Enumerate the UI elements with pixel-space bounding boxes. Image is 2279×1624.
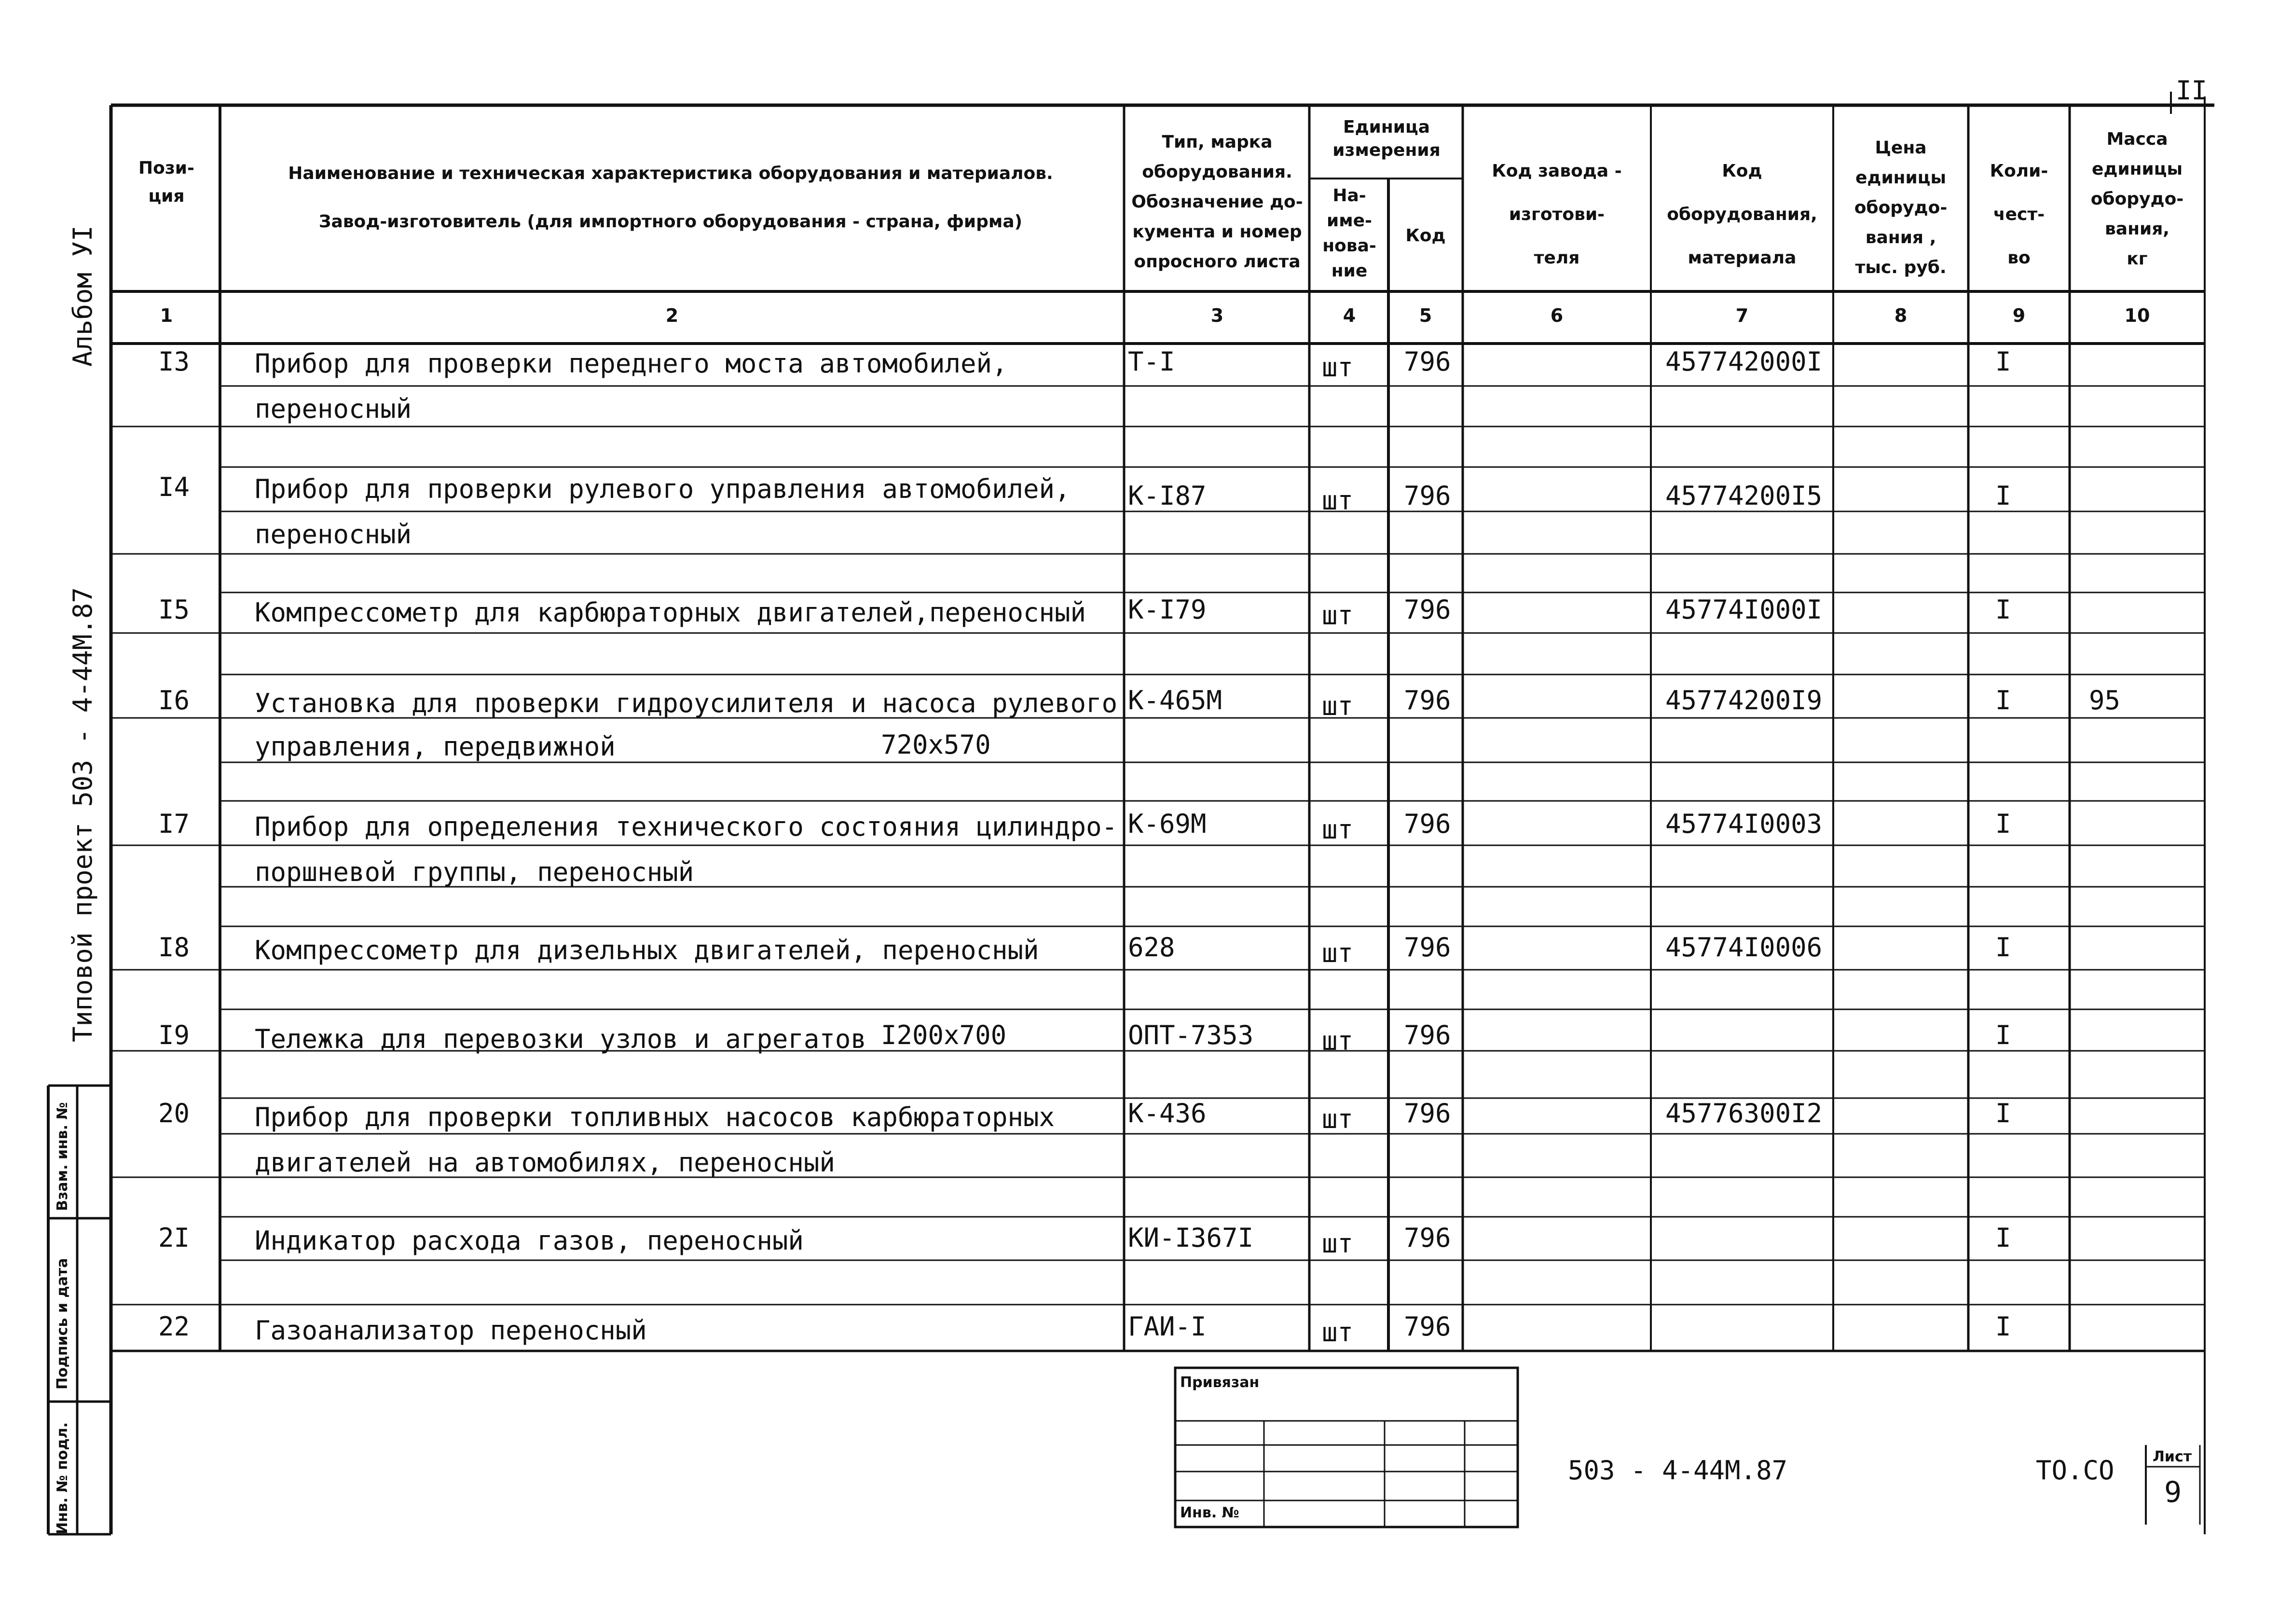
row-name-line: Компрессометр для дизельных двигателей, переносный (255, 935, 1039, 965)
row-equipment-code: 457742000I (1665, 346, 1823, 377)
row-unit: шт (1322, 1228, 1354, 1259)
row-unit: шт (1322, 814, 1354, 845)
row-type: 628 (1128, 932, 1175, 963)
row-quantity: I (1995, 685, 2011, 716)
row-name-line: Установка для проверки гидроусилителя и насоса рулевого (255, 688, 1118, 718)
row-name-line: поршневой группы, переносный (255, 857, 694, 887)
row-name-line: двигателей на автомобилях, переносный (255, 1147, 835, 1178)
row-quantity: I (1995, 1098, 2011, 1129)
row-unit-code: 796 (1404, 932, 1451, 963)
row-quantity: I (1995, 809, 2011, 839)
inventory-label: Инв. № (1180, 1504, 1239, 1521)
row-dimensions: I200x700 (881, 1020, 1007, 1050)
page-number: II (2176, 75, 2208, 106)
album-label: Альбом УI (68, 225, 98, 367)
column-number: 9 (2012, 305, 2026, 326)
column-number: 10 (2124, 305, 2150, 326)
header-mass: Масса единицы оборудо- вания, кг (2090, 129, 2184, 269)
row-type: КИ-I367I (1128, 1223, 1254, 1253)
row-name-line: Индикатор расхода газов, переносный (255, 1225, 804, 1256)
row-unit-code: 796 (1404, 346, 1451, 377)
row-equipment-code: 45774200I9 (1665, 685, 1823, 716)
row-name-line: переносный (255, 519, 412, 550)
row-unit: шт (1322, 485, 1354, 516)
header-unit-group: Единица измерения (1332, 117, 1441, 160)
row-type: ГАИ-I (1128, 1311, 1207, 1342)
row-unit: шт (1322, 691, 1354, 721)
header-equipment-code: Код оборудования, материала (1667, 161, 1817, 268)
row-position: 2I (158, 1223, 190, 1253)
row-unit: шт (1322, 1104, 1354, 1134)
row-equipment-code: 45776300I2 (1665, 1098, 1823, 1129)
row-position: 22 (158, 1311, 190, 1342)
sheet-number: 9 (2164, 1475, 2182, 1509)
header-quantity: Коли- чест- во (1990, 161, 2048, 268)
column-number: 8 (1894, 305, 1908, 326)
row-position: I5 (158, 594, 190, 625)
row-name-line: Тележка для перевозки узлов и агрегатов (255, 1024, 866, 1054)
row-unit-code: 796 (1404, 1223, 1451, 1253)
row-type: К-436 (1128, 1098, 1207, 1129)
row-name-line: переносный (255, 394, 412, 424)
project-label: Типовой проект 503 - 4-44М.87 (68, 587, 98, 1042)
row-quantity: I (1995, 1223, 2011, 1253)
row-quantity: I (1995, 932, 2011, 963)
row-unit-code: 796 (1404, 1098, 1451, 1129)
column-number: 7 (1735, 305, 1749, 326)
row-unit-code: 796 (1404, 1311, 1451, 1342)
column-number: 5 (1419, 305, 1432, 326)
column-number: 3 (1210, 305, 1224, 326)
sheet-label: Лист (2153, 1448, 2192, 1465)
header-unit-code: Код (1405, 226, 1446, 246)
row-unit: шт (1322, 1026, 1354, 1056)
row-quantity: I (1995, 1020, 2011, 1050)
row-dimensions: 720x570 (881, 729, 991, 760)
column-number: 1 (160, 305, 173, 326)
row-position: I9 (158, 1020, 190, 1050)
row-type: К-I79 (1128, 594, 1207, 625)
row-type: Т-I (1128, 346, 1175, 377)
row-type: К-465М (1128, 685, 1222, 716)
row-name-line: Прибор для определения технического состояния цилиндро- (255, 812, 1118, 842)
row-position: 20 (158, 1098, 190, 1129)
stamp-signature-date: Подпись и дата (54, 1258, 71, 1390)
row-quantity: I (1995, 594, 2011, 625)
row-mass: 95 (2089, 685, 2121, 716)
column-number: 2 (665, 305, 679, 326)
header-unit-name: На- име- нова- ние (1322, 186, 1376, 281)
row-unit: шт (1322, 938, 1354, 968)
row-position: I8 (158, 932, 190, 963)
row-unit: шт (1322, 1317, 1354, 1348)
document-code: 503 - 4-44М.87 (1568, 1455, 1788, 1486)
bound-label: Привязан (1180, 1374, 1260, 1391)
row-unit-code: 796 (1404, 481, 1451, 511)
row-unit: шт (1322, 600, 1354, 631)
row-type: К-I87 (1128, 481, 1207, 511)
stamp-original-inv: Инв. № подл. (54, 1422, 71, 1534)
column-number: 6 (1550, 305, 1564, 326)
row-unit-code: 796 (1404, 1020, 1451, 1050)
row-type: ОПТ-7353 (1128, 1020, 1254, 1050)
row-type: К-69М (1128, 809, 1207, 839)
row-name-line: управления, передвижной (255, 731, 616, 762)
header-name: Наименование и техническая характеристика оборудования и материалов. Завод-изготовитель (для импортного оборудования - страна, фирма) (288, 164, 1053, 232)
header-type: Тип, марка оборудования. Обозначение до- кумента и номер опросного листа (1131, 132, 1303, 272)
row-unit-code: 796 (1404, 809, 1451, 839)
row-position: I6 (158, 685, 190, 716)
row-name-line: Прибор для проверки переднего моста автомобилей, (255, 348, 1008, 379)
row-unit-code: 796 (1404, 594, 1451, 625)
row-name-line: Газоанализатор переносный (255, 1315, 647, 1346)
row-name-line: Компрессометр для карбюраторных двигателей,переносный (255, 597, 1086, 628)
document-mark: ТО.СО (2036, 1455, 2114, 1486)
row-equipment-code: 45774I000I (1665, 594, 1823, 625)
header-factory-code: Код завода - изготови- теля (1492, 161, 1622, 268)
row-quantity: I (1995, 1311, 2011, 1342)
row-name-line: Прибор для проверки рулевого управления автомобилей, (255, 474, 1071, 504)
row-equipment-code: 45774200I5 (1665, 481, 1823, 511)
row-quantity: I (1995, 481, 2011, 511)
row-position: I7 (158, 809, 190, 839)
header-price: Цена единицы оборудо- вания , тыс. руб. (1854, 138, 1948, 277)
row-unit: шт (1322, 352, 1354, 383)
row-position: I4 (158, 472, 190, 502)
stamp-replace-inv: Взам. инв. № (54, 1102, 71, 1211)
row-equipment-code: 45774I0003 (1665, 809, 1823, 839)
header-position: Пози- ция (138, 158, 194, 206)
row-equipment-code: 45774I0006 (1665, 932, 1823, 963)
row-position: I3 (158, 346, 190, 377)
column-number: 4 (1343, 305, 1356, 326)
row-quantity: I (1995, 346, 2011, 377)
row-unit-code: 796 (1404, 685, 1451, 716)
row-name-line: Прибор для проверки топливных насосов карбюраторных (255, 1102, 1055, 1132)
